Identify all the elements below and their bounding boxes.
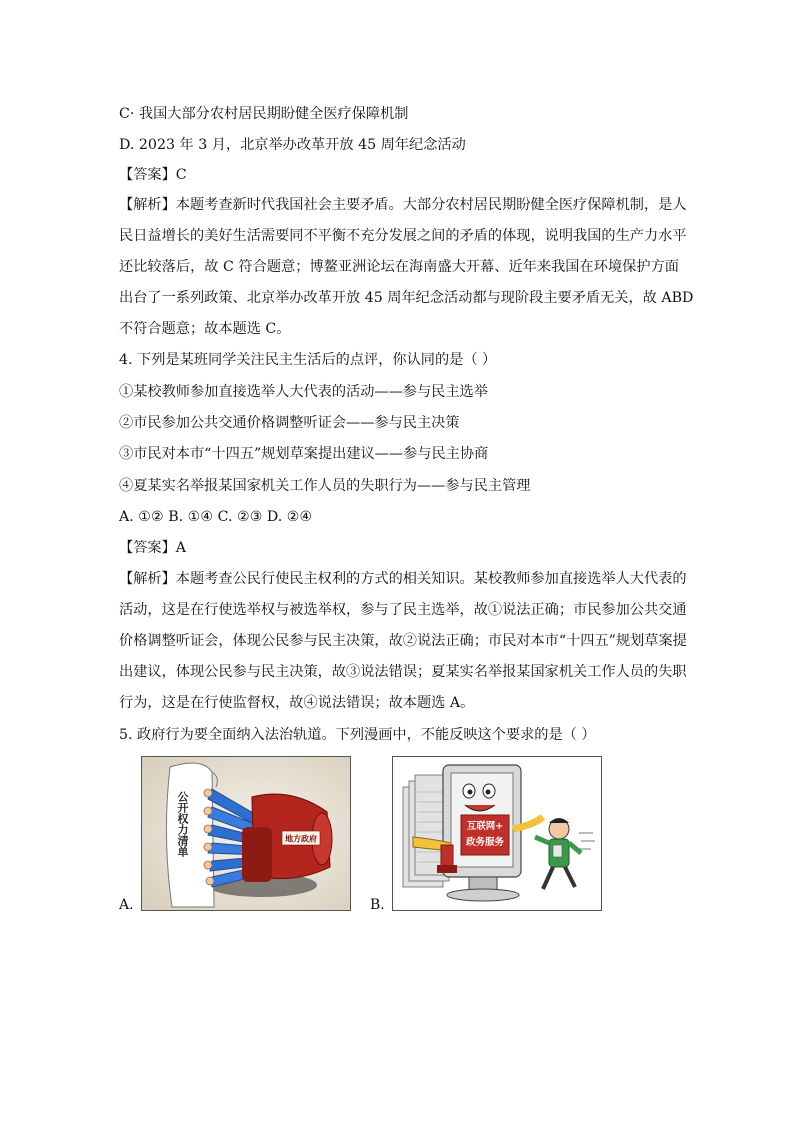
comic-b-screen-text-1: 互联网+ bbox=[466, 821, 504, 832]
q3-option-d: D. 2023 年 3 月，北京举办改革开放 45 周年纪念活动 bbox=[119, 137, 466, 153]
comic-a-image bbox=[141, 756, 351, 911]
q3-analysis-line-5: 不符合题意；故本题选 C。 bbox=[119, 321, 291, 337]
comic-b-image bbox=[392, 756, 602, 911]
q3-answer: 【答案】C bbox=[119, 167, 187, 183]
q4-item-1: ①某校教师参加直接选举人大代表的活动——参与民主选举 bbox=[119, 384, 488, 400]
comic-b-screen-text-2: 政务服务 bbox=[465, 837, 505, 848]
q4-analysis-line-5: 行为，这是在行使监督权，故④说法错误；故本题选 A。 bbox=[119, 695, 475, 711]
q4-item-2: ②市民参加公共交通价格调整听证会——参与民主决策 bbox=[119, 415, 460, 431]
q4-analysis-line-2: 活动，这是在行使选举权与被选举权，参与了民主选举，故①说法正确；市民参加公共交通 bbox=[119, 602, 687, 618]
q4-analysis-line-1: 【解析】本题考查公民行使民主权利的方式的相关知识。某校教师参加直接选举人大代表的 bbox=[119, 571, 687, 587]
comic-b-label: B. bbox=[370, 897, 385, 913]
q4-choices: A. ①② B. ①④ C. ②③ D. ②④ bbox=[119, 509, 313, 525]
q3-analysis-line-2: 民日益增长的美好生活需要同不平衡不充分发展之间的矛盾的体现，说明我国的生产力水平 bbox=[119, 228, 687, 244]
q3-analysis-line-4: 出台了一系列政策、北京举办改革开放 45 周年纪念活动都与现阶段主要矛盾无关，故 ABD bbox=[119, 290, 694, 306]
q3-analysis-line-3: 还比较落后，故 C 符合题意；博鳌亚洲论坛在海南盛大开幕、近年来我国在环境保护方面 bbox=[119, 259, 679, 275]
q4-analysis-line-3: 价格调整听证会，体现公民参与民主决策，故②说法正确；市民对本市“十四五”规划草案提 bbox=[119, 633, 687, 649]
q4-stem: 4. 下列是某班同学关注民主生活后的点评，你认同的是（ ） bbox=[119, 352, 497, 368]
q4-item-3: ③市民对本市“十四五”规划草案提出建议——参与民主协商 bbox=[119, 446, 489, 462]
q4-answer: 【答案】A bbox=[119, 540, 186, 556]
comic-a-scroll-text: 公开权力清单 bbox=[176, 791, 189, 857]
q4-item-4: ④夏某实名举报某国家机关工作人员的失职行为——参与民主管理 bbox=[119, 478, 531, 494]
q5-stem: 5. 政府行为要全面纳入法治轨道。下列漫画中，不能反映这个要求的是（ ） bbox=[119, 727, 596, 743]
comic-b-drawing bbox=[393, 757, 601, 910]
q3-analysis-line-1: 【解析】本题考查新时代我国社会主要矛盾。大部分农村居民期盼健全医疗保障机制，是人 bbox=[119, 197, 687, 213]
q4-analysis-line-4: 出建议，体现公民参与民主决策，故③说法错误；夏某实名举报某国家机关工作人员的失职 bbox=[119, 664, 687, 680]
q3-option-c: C· 我国大部分农村居民期盼健全医疗保障机制 bbox=[119, 106, 409, 122]
comic-a-label: A. bbox=[119, 897, 134, 913]
comic-a-stamp-text: 地方政府 bbox=[285, 834, 317, 844]
